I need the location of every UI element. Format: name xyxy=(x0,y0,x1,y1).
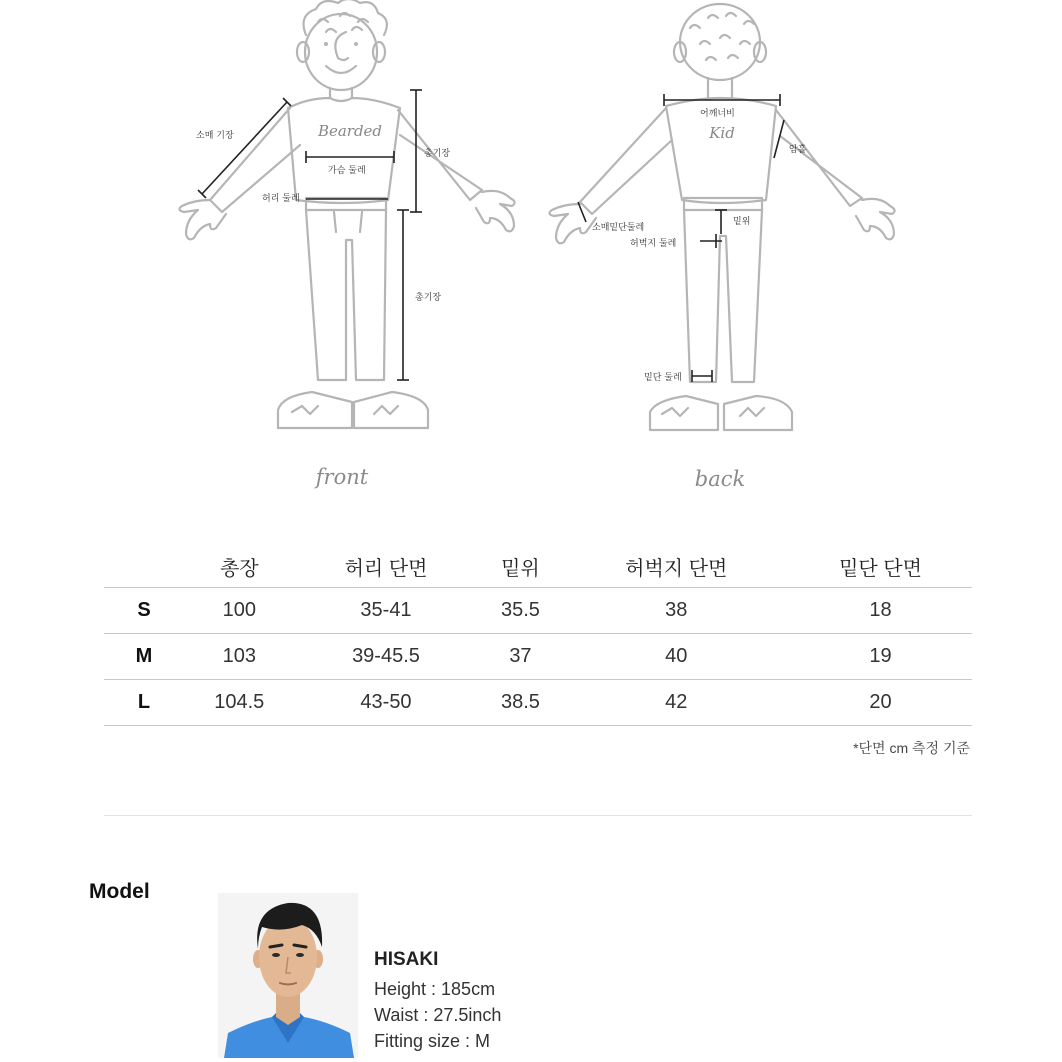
size-cell: S xyxy=(104,588,184,634)
table-cell: 38 xyxy=(563,588,789,634)
model-height: Height : 185cm xyxy=(374,979,496,999)
section-divider xyxy=(104,815,972,816)
table-cell: 39-45.5 xyxy=(295,634,478,680)
header-total-length: 총장 xyxy=(219,557,259,580)
model-portrait-image xyxy=(218,893,358,1058)
table-cell: 104.5 xyxy=(184,680,295,726)
header-waist: 허리 단면 xyxy=(344,557,428,580)
header-hem: 밑단 단면 xyxy=(839,557,922,580)
table-cell: 35-41 xyxy=(295,588,478,634)
front-caption: front xyxy=(315,465,369,489)
label-hem: 밑단 둘레 xyxy=(644,373,682,383)
back-figure xyxy=(549,4,894,491)
table-cell: 20 xyxy=(789,680,972,726)
table-cell: 40 xyxy=(563,634,789,680)
size-cell: M xyxy=(104,634,184,680)
table-cell: 103 xyxy=(184,634,295,680)
label-pants-length: 총기장 xyxy=(415,293,442,303)
label-sleeve-hem: 소매밑단둘레 xyxy=(592,223,645,233)
label-chest: 가슴 둘레 xyxy=(328,166,366,176)
label-thigh: 허벅지 둘레 xyxy=(630,239,677,249)
size-table xyxy=(104,545,972,726)
label-shoulder: 어깨너비 xyxy=(700,109,735,119)
front-shirt-text: Bearded xyxy=(317,122,383,140)
header-rise: 밑위 xyxy=(501,557,540,580)
table-cell: 42 xyxy=(563,680,789,726)
table-cell: 38.5 xyxy=(477,680,563,726)
header-size xyxy=(104,545,184,588)
back-shirt-text: Kid xyxy=(709,124,735,142)
model-name: HISAKI xyxy=(374,949,439,970)
label-rise: 밑위 xyxy=(733,217,751,227)
size-diagram xyxy=(0,0,1062,510)
label-sleeve-length: 소매 기장 xyxy=(196,131,234,141)
model-section-title: Model xyxy=(89,880,150,903)
table-row xyxy=(104,588,972,634)
table-cell: 43-50 xyxy=(295,680,478,726)
table-cell: 100 xyxy=(184,588,295,634)
measurement-note: *단면 cm 측정 기준 xyxy=(853,740,970,756)
front-figure xyxy=(179,0,514,489)
label-arm: 암홀 xyxy=(789,145,807,155)
table-header-row xyxy=(104,545,972,588)
model-waist: Waist : 27.5inch xyxy=(374,1005,502,1025)
table-cell: 35.5 xyxy=(477,588,563,634)
table-row xyxy=(104,634,972,680)
table-cell: 37 xyxy=(477,634,563,680)
label-waist: 허리 둘레 xyxy=(262,194,300,204)
back-caption: back xyxy=(694,467,746,491)
label-top-length: 총기장 xyxy=(424,149,451,159)
size-cell: L xyxy=(104,680,184,726)
table-cell: 19 xyxy=(789,634,972,680)
header-thigh: 허벅지 단면 xyxy=(625,557,728,580)
table-row xyxy=(104,680,972,726)
model-fitting-size: Fitting size : M xyxy=(374,1031,491,1051)
table-cell: 18 xyxy=(789,588,972,634)
model-photo xyxy=(218,893,358,1058)
